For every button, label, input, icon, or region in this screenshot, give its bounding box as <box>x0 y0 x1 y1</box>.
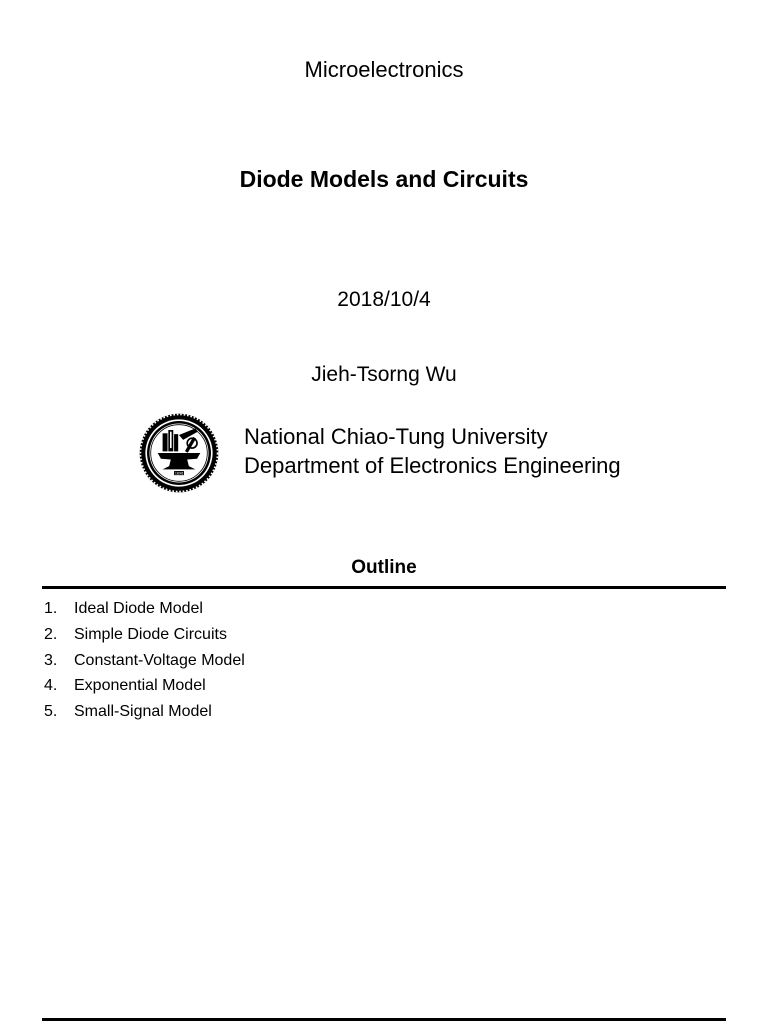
outline-item-number: 4. <box>44 677 58 695</box>
document-title: Diode Models and Circuits <box>239 166 529 192</box>
outline-item-label: Exponential Model <box>74 677 206 695</box>
document-date: 2018/10/4 <box>337 288 431 311</box>
author-name: Jieh-Tsorng Wu <box>311 363 457 386</box>
outline-item <box>44 675 245 701</box>
outline-item <box>44 624 245 650</box>
department-name: Department of Electronics Engineering <box>244 453 621 478</box>
outline-item <box>44 598 245 624</box>
university-seal-logo <box>138 412 220 494</box>
outline-heading: Outline <box>351 557 417 578</box>
university-name: National Chiao-Tung University <box>244 424 548 449</box>
outline-item-label: Simple Diode Circuits <box>74 625 227 643</box>
outline-item-number: 1. <box>44 600 58 617</box>
outline-item-label: Small-Signal Model <box>74 703 212 721</box>
outline-list <box>44 598 245 727</box>
outline-item-number: 5. <box>44 703 58 721</box>
outline-item <box>44 701 245 727</box>
outline-item-label: Ideal Diode Model <box>74 600 203 617</box>
outline-item-number: 2. <box>44 625 58 643</box>
outline-item <box>44 650 245 676</box>
outline-item-label: Constant-Voltage Model <box>74 651 245 669</box>
page-divider-bottom <box>42 1018 726 1021</box>
outline-divider-top <box>42 586 726 589</box>
svg-text:1896: 1896 <box>174 471 184 476</box>
affiliation-block <box>244 422 621 480</box>
course-name: Microelectronics <box>304 57 464 82</box>
outline-item-number: 3. <box>44 651 58 669</box>
